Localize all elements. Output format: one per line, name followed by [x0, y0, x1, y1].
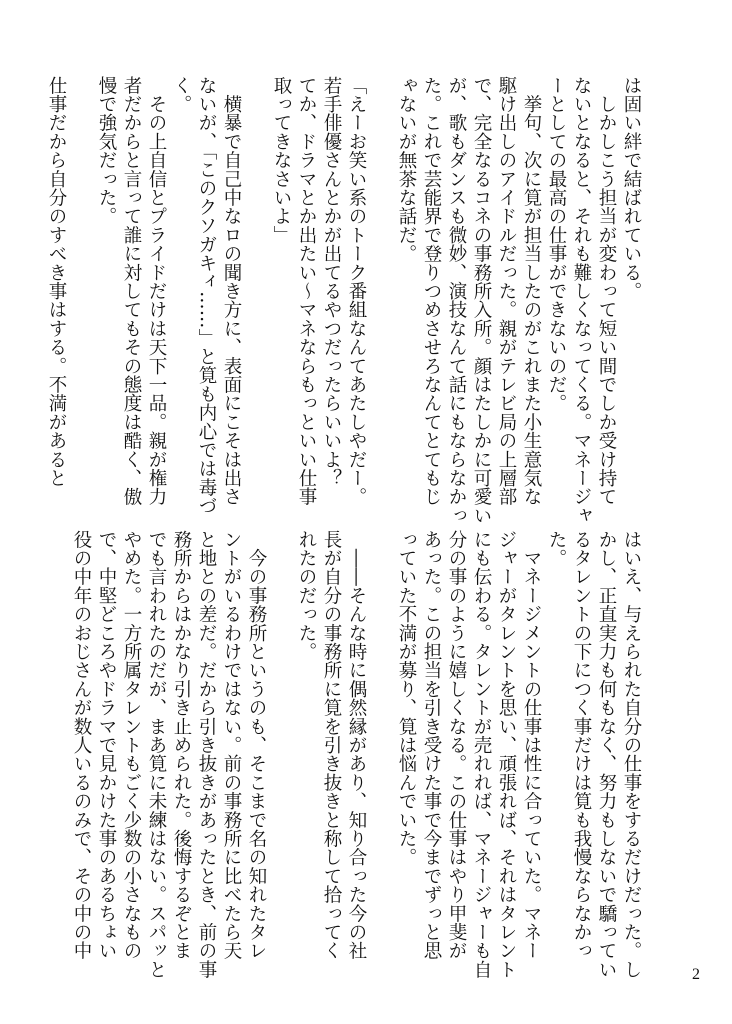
text-line: ないが、「このクソガキィ……」と筧も内心では毒づ [196, 76, 217, 516]
text-line: ントがいるわけではない。前の事務所に比べたら天 [221, 530, 242, 961]
text-line: で、完全なるコネの事務所入所。顔はたしかに可愛い [471, 76, 492, 525]
text-line: やめた。一方所属タレントもごく少数の小さなもの [121, 530, 142, 961]
text-line: と地との差だ。だから引き抜きがあったとき、前の事 [196, 530, 217, 979]
text-line: 駆け出しのアイドルだった。親がテレビ局の上層部 [496, 76, 517, 507]
text-line [269, 530, 294, 950]
text-line: ゃないが無茶な話だ。 [396, 76, 417, 263]
text-line: てか、ドラマとか出たい～マネならもっといい仕事 [296, 76, 317, 507]
text-line: 取ってきなさいよ」 [271, 76, 292, 245]
text-line: く。 [171, 76, 192, 114]
page-number: 2 [692, 966, 700, 983]
text-line: た。これで芸能界で登りつめさせろなんてとてもじ [421, 76, 442, 507]
text-line: ないとなると、それも難しくなってくる。マネージャ [571, 76, 592, 525]
top-text-column [46, 76, 644, 525]
text-line: た。 [546, 530, 567, 568]
text-line: ジャーがタレントを思い、頑張れば、それはタレント [496, 530, 517, 979]
text-line: 者だからと言って誰に対してもその態度は酷く、傲 [121, 76, 142, 507]
text-line: しかしこう担当が変わって短い間でしか受け持て [596, 76, 617, 507]
text-line: はいえ、与えられた自分の仕事をするだけだった。し [621, 530, 642, 979]
text-line: 横暴で自己中なロの聞き方に、表面にこそは出さ [221, 76, 242, 507]
text-line: っていた不満が募り、筧は悩んでいた。 [396, 530, 417, 867]
text-line: その上自信とプライドだけは天下一品。親が権力 [146, 76, 167, 507]
text-line: 挙句、次に筧が担当したのがこれまた小生意気な [521, 76, 542, 507]
text-line: で、中堅どころやドラマで見かけた事のあるちょい [96, 530, 117, 961]
text-line: 分の事のように嬉しくなる。この仕事はやり甲斐が [446, 530, 467, 961]
text-line: マネージメントの仕事は性に合っていた。マネー [521, 530, 542, 961]
text-line: でも言われたのだが、まあ筧に未練はない。スパッと [146, 530, 167, 979]
text-line: は固い絆で結ばれている。 [621, 76, 642, 301]
text-line: が、歌もダンスも微妙、演技なんて話にもならなかっ [446, 76, 467, 525]
text-line: 「えーお笑い系のトーク番組なんてあたしやだー。 [346, 76, 367, 507]
text-line [244, 76, 269, 496]
text-line: にも伝わる。タレントが売れれば、マネージャーも自 [471, 530, 492, 979]
text-line [369, 530, 394, 950]
text-line: るタレントの下につく事だけは筧も我慢ならなかっ [571, 530, 592, 961]
text-line [369, 76, 394, 496]
text-line: ――そんな時に偶然縁があり、知り合った今の社 [346, 530, 367, 961]
text-line: ーとしての最高の仕事ができないのだ。 [546, 76, 567, 413]
text-line: 若手俳優さんとかが出てるやつだったらいいよ？ [321, 76, 342, 488]
text-line [69, 76, 94, 496]
text-line: 役の中年のおじさんが数人いるのみで、その中の中 [71, 530, 92, 961]
text-line: 今の事務所というのも、そこまで名の知れたタレ [246, 530, 267, 961]
text-line: 長が自分の事務所に筧を引き抜きと称して拾ってく [321, 530, 342, 961]
text-line: 務所からはかなり引き止められた。後悔するぞとま [171, 530, 192, 961]
text-line: あった。この担当を引き受けた事で今までずっと思 [421, 530, 442, 961]
text-line: れたのだった。 [296, 530, 317, 661]
text-line: 慢で強気だった。 [96, 76, 117, 226]
text-line: かし、正直実力も何もなく、努力もしないで驕ってい [596, 530, 617, 979]
text-line: 仕事だから自分のすべき事はする。不満があると [46, 76, 67, 488]
bottom-text-column [69, 530, 644, 979]
